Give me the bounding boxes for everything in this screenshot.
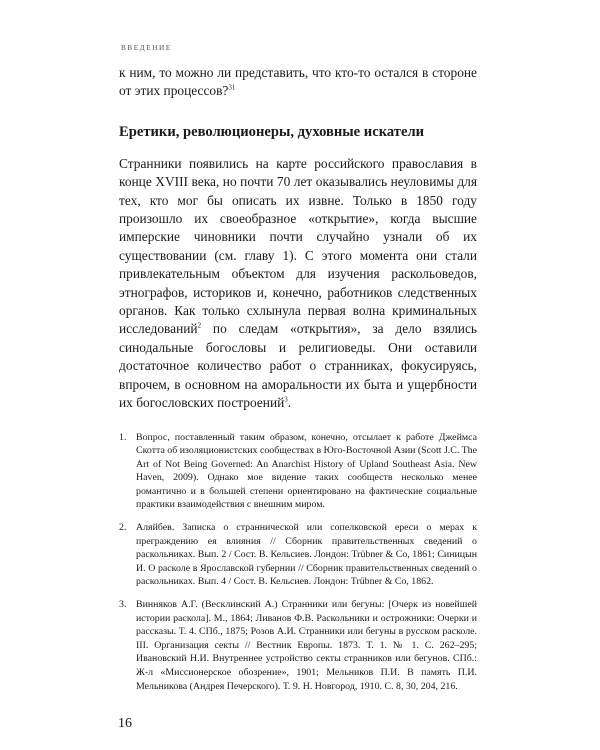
footnote-ref-2: 2 [197, 322, 202, 330]
footnote-text: Вопрос, поставленный таким образом, конечно, отсылает к работе Джеймса Скотта об изоляционистских сообществах в Юго-Восточной Азии (Scott J.C. The Art of Not Being Governed: An Anarchist History of Upland Southeast Asia. New Haven, 2009). Однако мое видение таких сообществ несколько менее романтично и в большей степени ориентировано на фактические социальные практики взаимодействия с внешним миром. [136, 431, 477, 511]
footnote-number: 3. [119, 599, 127, 611]
footnote-ref-3: 3 [284, 395, 288, 404]
intro-text: к ним, то можно ли представить, что кто-то остался в стороне от этих процессов? [119, 65, 477, 99]
footnote [119, 521, 477, 589]
footnote-number: 2. [119, 522, 127, 534]
page-body [119, 64, 477, 702]
body-text-part2: по следам «открытия», за дело взялись синодальные богословы и религиоведы. Они оставили достаточное количество работ о странниках, фокусируясь, впрочем, в основном на аморальности их быта и ущербности их богословских построений [119, 321, 477, 411]
footnote-ref-31: 31 [228, 83, 236, 92]
body-text-part3: . [287, 395, 292, 411]
section-heading: Еретики, революционеры, духовные искатели [119, 123, 425, 140]
footnote-text: Аляйбев. Записка о страннической или сопелковской ереси о мерах к преграждению ея влияния // Сборник правительственных сведений о раскольниках. Вып. 2 / Сост. В. Кельсиев. Лондон: Trübner & Co, 1861; Синицын И. О расколе в Ярославской губернии // Сборник правительственных сведений о раскольниках. Вып. 4 / Сост. В. Кельсиев. Лондон: Trübner & Co, 1862. [136, 522, 477, 588]
footnote-number: 1. [119, 431, 127, 443]
footnote-text: Винняков А.Г. (Весклинский А.) Странники или бегуны: [Очерк из новейшей истории раскола]. М., 1864; Ливанов Ф.В. Раскольники и острожники: Очерки и рассказы. Т. 4. СПб., 1875; Розов А.И. Странники или бегуны в русском расколе. III. Организация секты // Вестник Европы. 1873. Т. 1. № 1. С. 262–295; Ивановский Н.И. Внутреннее устройство секты странников или бегунов. СПб.: Ж-л «Миссионерское обозрение», 1901; Мельников П.И. В память П.И. Мельникова (Андрея Печерского). Т. 9. Н. Новгород, 1910. С. 8, 30, 204, 216. [136, 599, 477, 692]
running-head: ВВЕДЕНИЕ [121, 44, 172, 52]
footnote [119, 431, 477, 513]
intro-paragraph [119, 64, 477, 101]
body-paragraph [119, 155, 477, 413]
page-number: 16 [118, 716, 132, 731]
footnotes [119, 431, 477, 694]
footnote [119, 598, 477, 693]
body-text-part1: Странники появились на карте российского православия в конце XVIII века, но почти 70 лет оказывались неуловимы для тех, кто мог бы описать их извне. Только в 1850 году произошло их своеобразное «открытие», когда высшие имперские чиновники почти случайно узнали об их существовании (см. главу 1). С этого момента они стали привлекательным объектом для изучения раскольоведов, этнографов, историков и, конечно, работников следственных органов. Как только схлынула первая волна криминальных исследований [119, 155, 477, 337]
